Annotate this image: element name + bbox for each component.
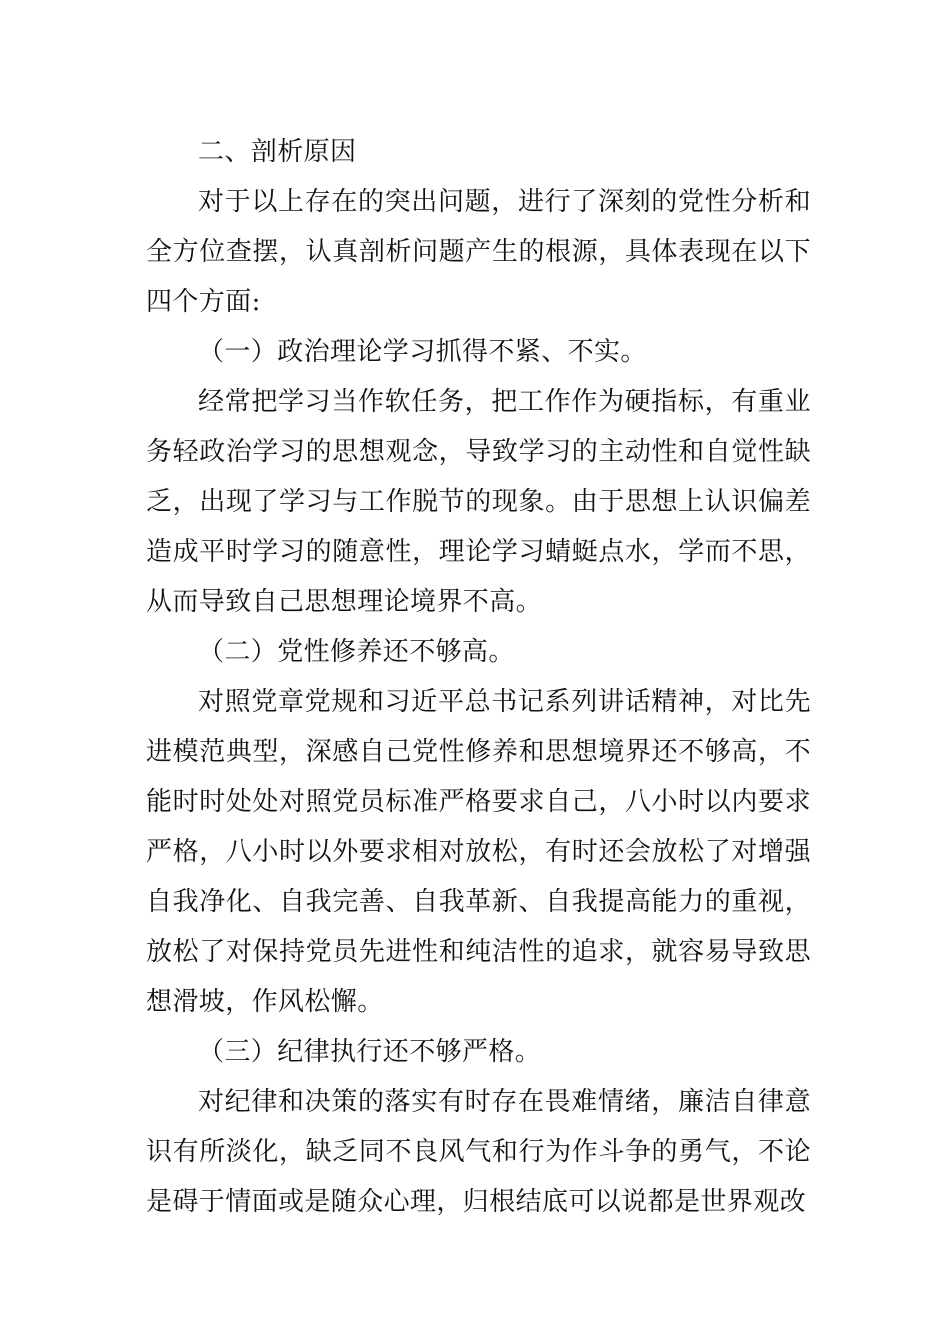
subsection-3-body: 对纪律和决策的落实有时存在畏难情绪，廉洁自律意识有所淡化，缺乏同不良风气和行为作斗争的勇气，不论是碍于情面或是随众心理，归根结底可以说都是世界观改: [146, 1087, 811, 1217]
subsection-2-title: （二）党性修养还不够高。: [198, 637, 515, 667]
subsection-2-body: 对照党章党规和习近平总书记系列讲话精神，对比先进模范典型，深感自己党性修养和思想境界还不够高，不能时时处处对照党员标准严格要求自己，八小时以内要求严格，八小时以外要求相对放松，有时还会放松了对增强自我净化、自我完善、自我革新、自我提高能力的重视，放松了对保持党员先进性和纯洁性的追求，就容易导致思想滑坡，作风松懈。: [146, 687, 811, 1017]
subsection-3-title: （三）纪律执行还不够严格。: [198, 1037, 542, 1067]
document-body: [146, 127, 811, 1227]
subsection-1-title: （一）政治理论学习抓得不紧、不实。: [198, 337, 647, 367]
section-title: 二、剖析原因: [198, 137, 357, 167]
subsection-1-body: 经常把学习当作软任务，把工作作为硬指标，有重业务轻政治学习的思想观念，导致学习的主动性和自觉性缺乏，出现了学习与工作脱节的现象。由于思想上认识偏差造成平时学习的随意性，理论学习蜻蜓点水，学而不思，从而导致自己思想理论境界不高。: [146, 387, 811, 617]
intro-paragraph: 对于以上存在的突出问题，进行了深刻的党性分析和全方位查摆，认真剖析问题产生的根源，具体表现在以下四个方面:: [146, 187, 811, 317]
